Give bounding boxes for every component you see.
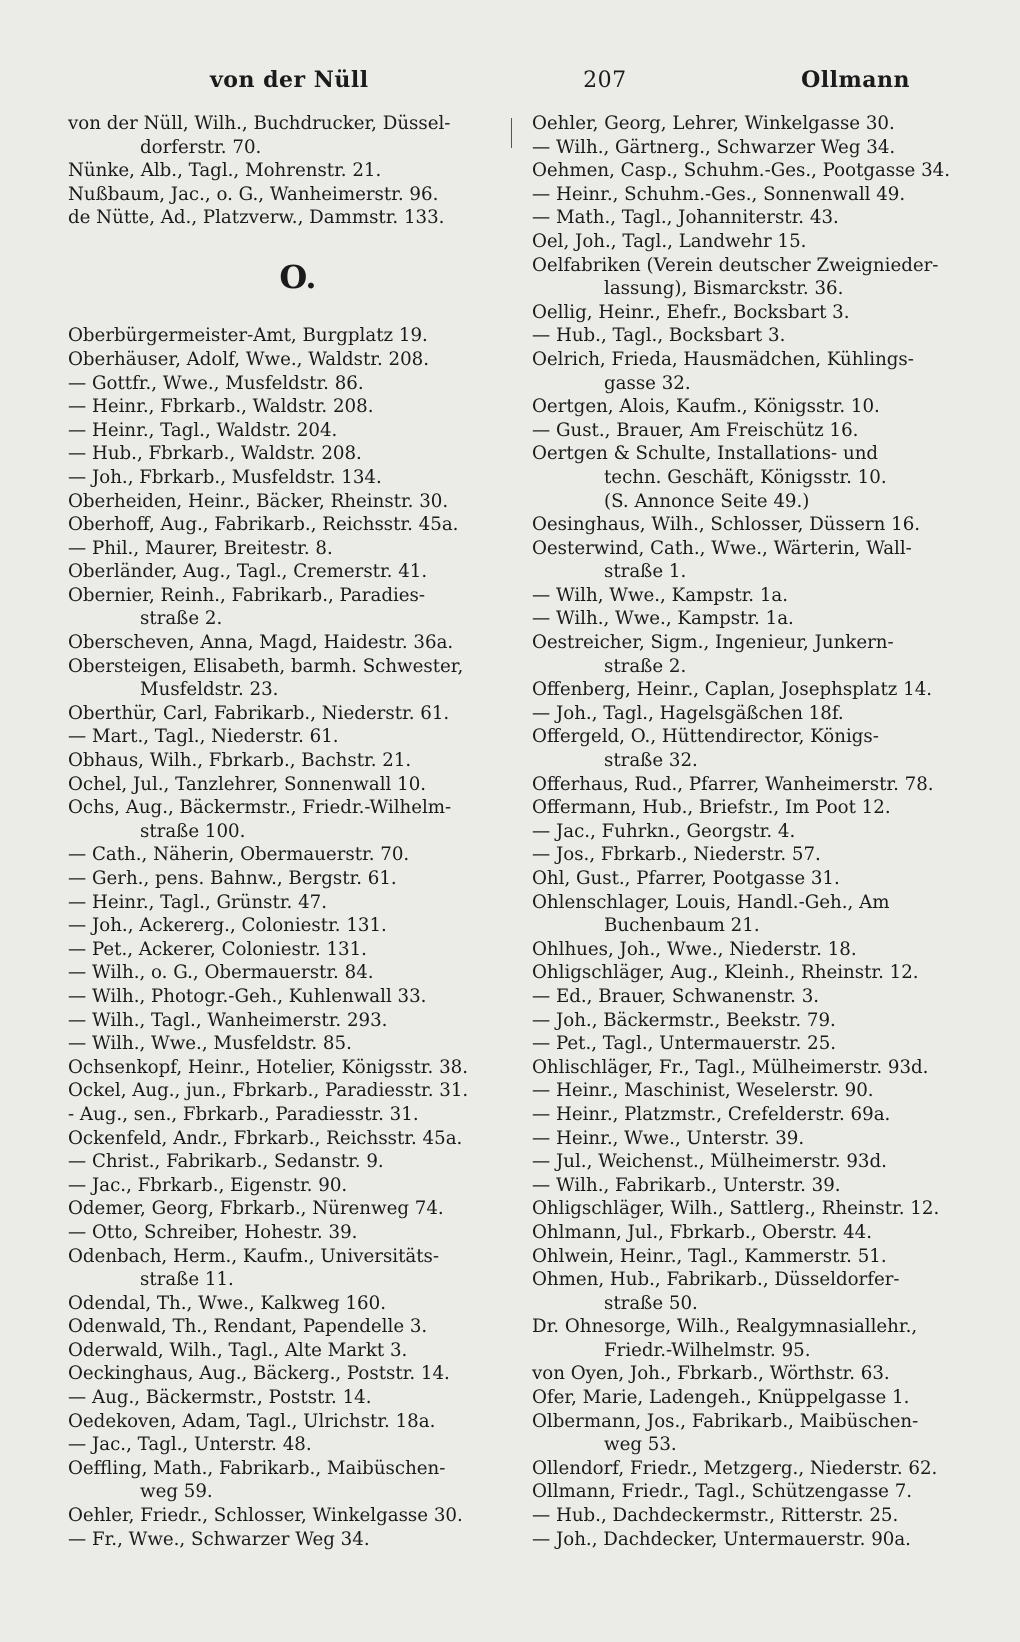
entry-continuation: Musfeldstr. 23. xyxy=(140,679,279,701)
entry-continuation: straße 11. xyxy=(140,1269,234,1291)
directory-entry: — Math., Tagl., Johanniterstr. 43. xyxy=(532,207,839,229)
directory-entry: — Pet., Ackerer, Coloniestr. 131. xyxy=(68,938,367,960)
entry-continuation: (S. Annonce Seite 49.) xyxy=(604,490,810,512)
directory-entry: Odemer, Georg, Fbrkarb., Nürenweg 74. xyxy=(68,1198,444,1220)
directory-entry: — Joh., Bäckermstr., Beekstr. 79. xyxy=(532,1009,836,1031)
directory-entry: Oberhoff, Aug., Fabrikarb., Reichsstr. 45a. xyxy=(68,514,459,536)
directory-entry: — Fr., Wwe., Schwarzer Weg 34. xyxy=(68,1528,370,1550)
entry-continuation: weg 59. xyxy=(140,1481,213,1503)
directory-entry: Ockel, Aug., jun., Fbrkarb., Paradiesstr. 31. xyxy=(68,1080,469,1102)
page-number: 207 xyxy=(583,67,627,93)
page-header xyxy=(70,62,950,98)
directory-entry: Ohlmann, Jul., Fbrkarb., Oberstr. 44. xyxy=(532,1221,873,1243)
directory-entry: Oesterwind, Cath., Wwe., Wärterin, Wall- xyxy=(532,537,912,559)
directory-entry: Oeckinghaus, Aug., Bäckerg., Poststr. 14. xyxy=(68,1363,450,1385)
directory-entry: Ohmen, Hub., Fabrikarb., Düsseldorfer- xyxy=(532,1269,900,1291)
entry-continuation: straße 50. xyxy=(604,1292,698,1314)
directory-entry: Oberthür, Carl, Fabrikarb., Niederstr. 61. xyxy=(68,702,450,724)
directory-entry: — Pet., Tagl., Untermauerstr. 25. xyxy=(532,1033,837,1055)
directory-entry: von der Nüll, Wilh., Buchdrucker, Düssel- xyxy=(68,113,451,134)
directory-entry: — Wilh., Wwe., Musfeldstr. 85. xyxy=(68,1033,352,1055)
directory-entry: Oberheiden, Heinr., Bäcker, Rheinstr. 30. xyxy=(68,490,449,512)
entry-continuation: lassung), Bismarckstr. 36. xyxy=(604,278,844,300)
directory-entry: Oellig, Heinr., Ehefr., Bocksbart 3. xyxy=(532,301,850,323)
directory-entry: Odenbach, Herm., Kaufm., Universitäts- xyxy=(68,1245,440,1267)
directory-entry: Ohlhues, Joh., Wwe., Niederstr. 18. xyxy=(532,938,857,960)
directory-entry: — Wilh., Gärtnerg., Schwarzer Weg 34. xyxy=(532,136,896,158)
directory-entry: — Otto, Schreiber, Hohestr. 39. xyxy=(68,1221,358,1243)
directory-entry: — Heinr., Platzmstr., Crefelderstr. 69a. xyxy=(532,1103,891,1125)
directory-entry: Nünke, Alb., Tagl., Mohrenstr. 21. xyxy=(68,160,382,182)
left-running-head: von der Nüll xyxy=(210,67,369,93)
directory-entry: — Joh., Tagl., Hagelsgäßchen 18f. xyxy=(532,702,844,724)
directory-entry: Ohlenschlager, Louis, Handl.-Geh., Am xyxy=(532,891,890,913)
directory-entry: — Aug., Bäckermstr., Poststr. 14. xyxy=(68,1387,372,1409)
directory-entry: Ohl, Gust., Pfarrer, Pootgasse 31. xyxy=(532,868,840,889)
directory-entry: - Aug., sen., Fbrkarb., Paradiesstr. 31. xyxy=(68,1103,419,1125)
directory-entry: Nußbaum, Jac., o. G., Wanheimerstr. 96. xyxy=(68,183,439,205)
entry-continuation: weg 53. xyxy=(604,1434,677,1456)
directory-entry: — Heinr., Tagl., Waldstr. 204. xyxy=(68,419,338,441)
directory-entry: Obhaus, Wilh., Fbrkarb., Bachstr. 21. xyxy=(68,750,412,772)
section-letter: O. xyxy=(279,257,317,296)
right-column xyxy=(532,112,972,1551)
directory-entry: Odenwald, Th., Rendant, Papendelle 3. xyxy=(68,1316,428,1338)
directory-entry: — Mart., Tagl., Niederstr. 61. xyxy=(68,726,339,748)
directory-entry: Oestreicher, Sigm., Ingenieur, Junkern- xyxy=(532,632,894,654)
directory-entry: — Joh., Ackererg., Coloniestr. 131. xyxy=(68,915,387,937)
directory-entry: Ochsenkopf, Heinr., Hotelier, Königsstr. 38. xyxy=(68,1056,468,1078)
directory-entry: Oelrich, Frieda, Hausmädchen, Kühlings- xyxy=(532,348,914,370)
entry-continuation: straße 1. xyxy=(604,561,687,583)
directory-entry: — Heinr., Schuhm.-Ges., Sonnenwall 49. xyxy=(532,183,906,205)
directory-entry: — Cath., Näherin, Obermauerstr. 70. xyxy=(68,844,410,866)
directory-entry: Ofer, Marie, Ladengeh., Knüppelgasse 1. xyxy=(532,1387,910,1409)
directory-entry: — Jos., Fbrkarb., Niederstr. 57. xyxy=(532,844,821,866)
directory-entry: — Jul., Weichenst., Mülheimerstr. 93d. xyxy=(532,1151,887,1173)
directory-entry: — Wilh., o. G., Obermauerstr. 84. xyxy=(68,962,374,984)
directory-entry: Oberbürgermeister-Amt, Burgplatz 19. xyxy=(68,325,428,347)
directory-entry: Ohlischläger, Fr., Tagl., Mülheimerstr. 93d. xyxy=(532,1056,929,1078)
directory-entry: Ohlwein, Heinr., Tagl., Kammerstr. 51. xyxy=(532,1245,887,1267)
entry-continuation: dorferstr. 70. xyxy=(140,136,262,158)
directory-entry: — Gerh., pens. Bahnw., Bergstr. 61. xyxy=(68,868,397,890)
directory-entry: Oelfabriken (Verein deutscher Zweignieder- xyxy=(532,254,939,276)
directory-entry: — Gottfr., Wwe., Musfeldstr. 86. xyxy=(68,372,364,394)
directory-entry: — Heinr., Maschinist, Weselerstr. 90. xyxy=(532,1080,874,1102)
directory-entry: Oedekoven, Adam, Tagl., Ulrichstr. 18a. xyxy=(68,1410,436,1432)
directory-entry: Obersteigen, Elisabeth, barmh. Schwester, xyxy=(68,655,464,677)
entry-continuation: gasse 32. xyxy=(604,372,691,394)
entry-continuation: Friedr.-Wilhelmstr. 95. xyxy=(604,1339,811,1361)
directory-entry: Oberländer, Aug., Tagl., Cremerstr. 41. xyxy=(68,561,428,583)
directory-entry: — Wilh., Wwe., Kampstr. 1a. xyxy=(532,608,794,630)
directory-entry: Dr. Ohnesorge, Wilh., Realgymnasiallehr., xyxy=(532,1316,918,1338)
directory-entry: — Christ., Fabrikarb., Sedanstr. 9. xyxy=(68,1151,384,1173)
directory-entry: — Hub., Fbrkarb., Waldstr. 208. xyxy=(68,443,362,465)
directory-entry: Offergeld, O., Hüttendirector, Königs- xyxy=(532,726,879,748)
directory-entry: Oehler, Friedr., Schlosser, Winkelgasse 30. xyxy=(68,1505,463,1527)
directory-entry: — Heinr., Wwe., Unterstr. 39. xyxy=(532,1127,805,1149)
directory-entry: von Oyen, Joh., Fbrkarb., Wörthstr. 63. xyxy=(532,1363,890,1385)
directory-entry: Offerhaus, Rud., Pfarrer, Wanheimerstr. 78. xyxy=(532,773,934,795)
directory-entry: Oesinghaus, Wilh., Schlosser, Düssern 16. xyxy=(532,514,921,536)
column-divider xyxy=(511,118,512,148)
directory-entry: Offermann, Hub., Briefstr., Im Poot 12. xyxy=(532,797,891,819)
directory-entry: Obernier, Reinh., Fabrikarb., Paradies- xyxy=(68,584,426,606)
entry-continuation: techn. Geschäft, Königsstr. 10. xyxy=(604,466,887,488)
directory-entry: Oberscheven, Anna, Magd, Haidestr. 36a. xyxy=(68,632,454,654)
directory-entry: — Phil., Maurer, Breitestr. 8. xyxy=(68,537,333,559)
directory-entry: — Jac., Tagl., Unterstr. 48. xyxy=(68,1434,312,1456)
directory-entry: — Heinr., Tagl., Grünstr. 47. xyxy=(68,891,327,913)
directory-entry: — Jac., Fbrkarb., Eigenstr. 90. xyxy=(68,1174,348,1196)
directory-entry: — Gust., Brauer, Am Freischütz 16. xyxy=(532,419,859,441)
directory-entry: — Hub., Dachdeckermstr., Ritterstr. 25. xyxy=(532,1505,899,1527)
directory-entry: Ochs, Aug., Bäckermstr., Friedr.-Wilhelm- xyxy=(68,797,452,819)
directory-entry: — Ed., Brauer, Schwanenstr. 3. xyxy=(532,985,820,1007)
directory-entry: Oertgen, Alois, Kaufm., Königsstr. 10. xyxy=(532,396,880,418)
directory-entry: — Wilh, Wwe., Kampstr. 1a. xyxy=(532,584,789,606)
directory-entry: — Hub., Tagl., Bocksbart 3. xyxy=(532,325,786,347)
left-column xyxy=(68,112,508,1551)
entry-continuation: straße 100. xyxy=(140,820,246,842)
directory-entry: — Jac., Fuhrkn., Georgstr. 4. xyxy=(532,820,796,842)
directory-entry: Odendal, Th., Wwe., Kalkweg 160. xyxy=(68,1292,386,1314)
directory-entry: Offenberg, Heinr., Caplan, Josephsplatz 14. xyxy=(532,679,933,701)
directory-entry: — Wilh., Tagl., Wanheimerstr. 293. xyxy=(68,1009,388,1031)
directory-entry: Olbermann, Jos., Fabrikarb., Maibüschen- xyxy=(532,1410,919,1432)
directory-entry: Oeffling, Math., Fabrikarb., Maibüschen- xyxy=(68,1457,446,1479)
directory-entry: Ohligschläger, Aug., Kleinh., Rheinstr. 12. xyxy=(532,962,919,984)
directory-entry: Ollmann, Friedr., Tagl., Schützengasse 7. xyxy=(532,1481,913,1503)
directory-entry: Ohligschläger, Wilh., Sattlerg., Rheinstr. 12. xyxy=(532,1198,940,1220)
entry-continuation: Buchenbaum 21. xyxy=(604,915,760,937)
directory-entry: Ollendorf, Friedr., Metzgerg., Niederstr. 62. xyxy=(532,1457,938,1479)
directory-entry: — Wilh., Photogr.-Geh., Kuhlenwall 33. xyxy=(68,985,427,1007)
directory-entry: Oehmen, Casp., Schuhm.-Ges., Pootgasse 34. xyxy=(532,160,951,182)
right-running-head: Ollmann xyxy=(801,67,910,93)
directory-entry: de Nütte, Ad., Platzverw., Dammstr. 133. xyxy=(68,207,445,229)
directory-entry: — Joh., Dachdecker, Untermauerstr. 90a. xyxy=(532,1528,911,1550)
directory-entry: Oehler, Georg, Lehrer, Winkelgasse 30. xyxy=(532,113,895,134)
entry-continuation: straße 2. xyxy=(140,608,223,630)
directory-entry: Ockenfeld, Andr., Fbrkarb., Reichsstr. 45a. xyxy=(68,1127,463,1149)
directory-entry: Oel, Joh., Tagl., Landwehr 15. xyxy=(532,230,807,252)
directory-entry: Oderwald, Wilh., Tagl., Alte Markt 3. xyxy=(68,1339,408,1361)
directory-entry: — Wilh., Fabrikarb., Unterstr. 39. xyxy=(532,1174,841,1196)
directory-entry: Oberhäuser, Adolf, Wwe., Waldstr. 208. xyxy=(68,348,430,370)
directory-entry: — Heinr., Fbrkarb., Waldstr. 208. xyxy=(68,396,374,418)
entry-continuation: straße 32. xyxy=(604,750,698,772)
directory-entry: Oertgen & Schulte, Installations- und xyxy=(532,443,879,465)
directory-entry: Ochel, Jul., Tanzlehrer, Sonnenwall 10. xyxy=(68,773,427,795)
entry-continuation: straße 2. xyxy=(604,655,687,677)
directory-entry: — Joh., Fbrkarb., Musfeldstr. 134. xyxy=(68,466,382,488)
